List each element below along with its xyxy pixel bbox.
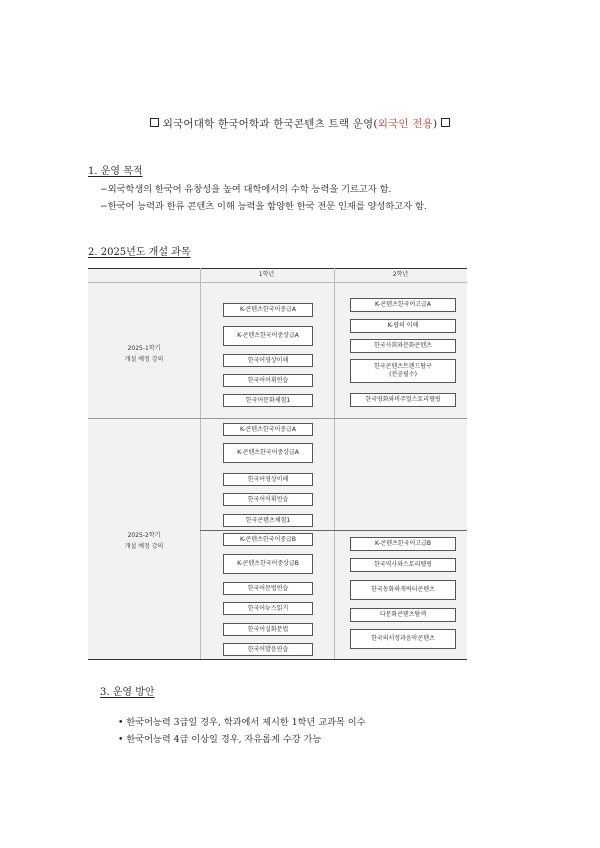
course-box: K-콘텐츠한국어중급B bbox=[223, 533, 313, 546]
course-box: K-콘텐츠한국어중급A bbox=[223, 423, 313, 436]
course-box: K-팝의 이해 bbox=[350, 319, 456, 333]
title-highlight: 외국인 전용 bbox=[377, 118, 433, 130]
header-year2: 2학년 bbox=[392, 271, 409, 278]
course-box: K-콘텐츠한국어고급B bbox=[350, 537, 456, 551]
course-box: 한국어어휘연습 bbox=[223, 493, 313, 506]
course-box: 한국어발음연습 bbox=[223, 643, 313, 656]
course-box: 한국어뉴스읽기 bbox=[223, 602, 313, 615]
course-box: 한국동화와캐릭터콘텐츠 bbox=[350, 580, 456, 600]
square-icon bbox=[150, 118, 159, 127]
course-box: 한국사회와문화콘텐츠 bbox=[350, 339, 456, 353]
course-table bbox=[88, 268, 467, 660]
course-box: K-콘텐츠한국어중상급A bbox=[223, 443, 313, 463]
course-box: 한국콘텐츠체험1 bbox=[223, 514, 313, 527]
course-box: 한국어문화체험1 bbox=[223, 394, 313, 407]
page-title: 외국어대학 한국어학과 한국콘텐츠 트랙 운영(외국인 전용) bbox=[0, 116, 600, 131]
course-box: K-콘텐츠한국어중급A bbox=[223, 303, 313, 317]
course-box: 한국어어휘연습 bbox=[223, 374, 313, 387]
course-box: K-콘텐츠한국어중상급A bbox=[223, 326, 313, 346]
operation-bullet: • 한국어능력 3급일 경우, 학과에서 제시한 1학년 교과목 이수 bbox=[118, 717, 366, 728]
purpose-line: −한국어 능력과 한류 콘텐츠 이해 능력을 함양한 한국 전문 인재를 양성하고자 함. bbox=[100, 201, 427, 212]
section-heading-operation: 3. 운영 방안 bbox=[100, 687, 155, 698]
course-box: 한국어실화문법 bbox=[223, 623, 313, 636]
course-box: 한국어문법연습 bbox=[223, 582, 313, 595]
purpose-line: −외국학생의 한국어 유창성을 높여 대학에서의 수학 능력을 기르고자 함. bbox=[100, 184, 392, 195]
course-box: K-콘텐츠한국어중상급B bbox=[223, 554, 313, 574]
course-box: 한국어영상이해 bbox=[223, 354, 313, 367]
section-heading-courses: 2. 2025년도 개설 과목 bbox=[88, 247, 191, 258]
square-icon bbox=[441, 118, 450, 127]
course-box: 한국의서정과음악콘텐츠 bbox=[350, 629, 456, 649]
sem1-label: 2025-1학기 개설 예정 강의 bbox=[124, 345, 164, 363]
course-box: 한국콘텐츠트렌드탐구 (전공필수) bbox=[350, 359, 456, 383]
header-year1: 1학년 bbox=[258, 271, 275, 278]
section-heading-purpose: 1. 운영 목적 bbox=[88, 166, 143, 177]
operation-bullet: • 한국어능력 4급 이상일 경우, 자유롭게 수강 가능 bbox=[118, 734, 322, 745]
course-box: 한국영화와비주얼스토리텔링 bbox=[350, 393, 456, 407]
sem2-label: 2025-2학기 개설 예정 강의 bbox=[124, 532, 164, 550]
course-box: 다문화콘텐츠탐색 bbox=[350, 608, 456, 622]
course-box: 한국역사와스토리텔링 bbox=[350, 558, 456, 572]
course-box: K-콘텐츠한국어고급A bbox=[350, 298, 456, 312]
course-box: 한국어영상이해 bbox=[223, 473, 313, 486]
